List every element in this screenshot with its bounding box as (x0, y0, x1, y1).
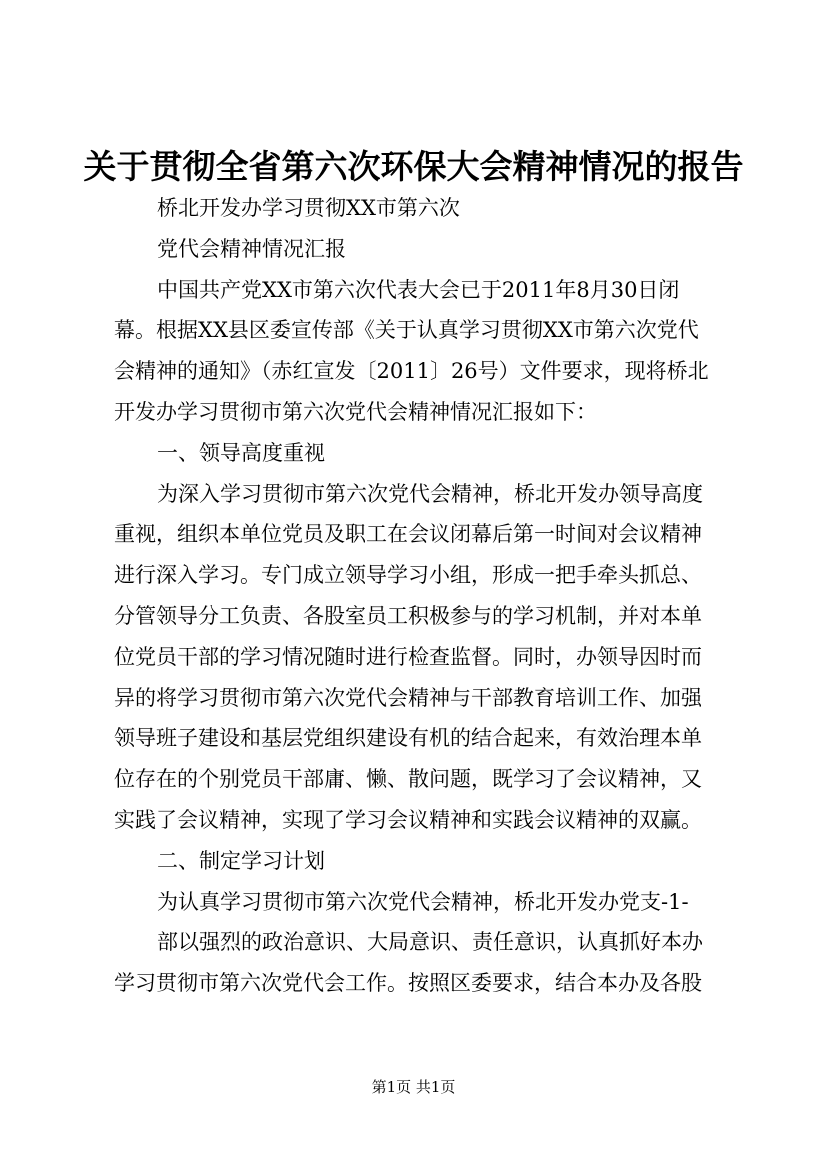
body-line: 部以强烈的政治意识、大局意识、责任意识，认真抓好本办 (157, 930, 703, 955)
body-line: 领导班子建设和基层党组织建设有机的结合起来，有效治理本单 (114, 726, 702, 751)
page-number-footer: 第1页 共1页 (371, 1078, 456, 1096)
body-line: 位党员干部的学习情况随时进行检查监督。同时，办领导因时而 (114, 644, 702, 669)
document-title: 关于贯彻全省第六次环保大会精神情况的报告 (83, 147, 744, 186)
section-heading: 一、领导高度重视 (157, 440, 325, 465)
body-line: 中国共产党XX市第六次代表大会已于2011年8月30日闭 (157, 277, 680, 302)
document-body (114, 188, 736, 1004)
body-line: 位存在的个别党员干部庸、懒、散问题，既学习了会议精神，又 (114, 767, 702, 792)
body-line: 分管领导分工负责、各股室员工积极参与的学习机制，并对本单 (114, 603, 702, 628)
body-line: 幕。根据XX县区委宣传部《关于认真学习贯彻XX市第六次党代 (114, 318, 699, 343)
body-line: 为认真学习贯彻市第六次党代会精神，桥北开发办党支-1- (157, 889, 689, 914)
body-line: 进行深入学习。专门成立领导学习小组，形成一把手牵头抓总、 (114, 563, 702, 588)
body-line: 实践了会议精神，实现了学习会议精神和实践会议精神的双赢。 (114, 807, 702, 832)
body-line: 异的将学习贯彻市第六次党代会精神与干部教育培训工作、加强 (114, 685, 702, 710)
body-line: 学习贯彻市第六次党代会工作。按照区委要求，结合本办及各股 (114, 971, 702, 996)
body-line: 党代会精神情况汇报 (157, 236, 346, 261)
body-line: 桥北开发办学习贯彻XX市第六次 (157, 196, 460, 220)
body-line: 会精神的通知》（赤红宣发〔2011〕26号）文件要求，现将桥北 (114, 359, 709, 384)
body-line: 为深入学习贯彻市第六次党代会精神，桥北开发办领导高度 (157, 481, 703, 506)
body-line: 重视，组织本单位党员及职工在会议闭幕后第一时间对会议精神 (114, 522, 702, 547)
body-line: 开发办学习贯彻市第六次党代会精神情况汇报如下： (114, 399, 597, 424)
section-heading: 二、制定学习计划 (157, 848, 325, 873)
